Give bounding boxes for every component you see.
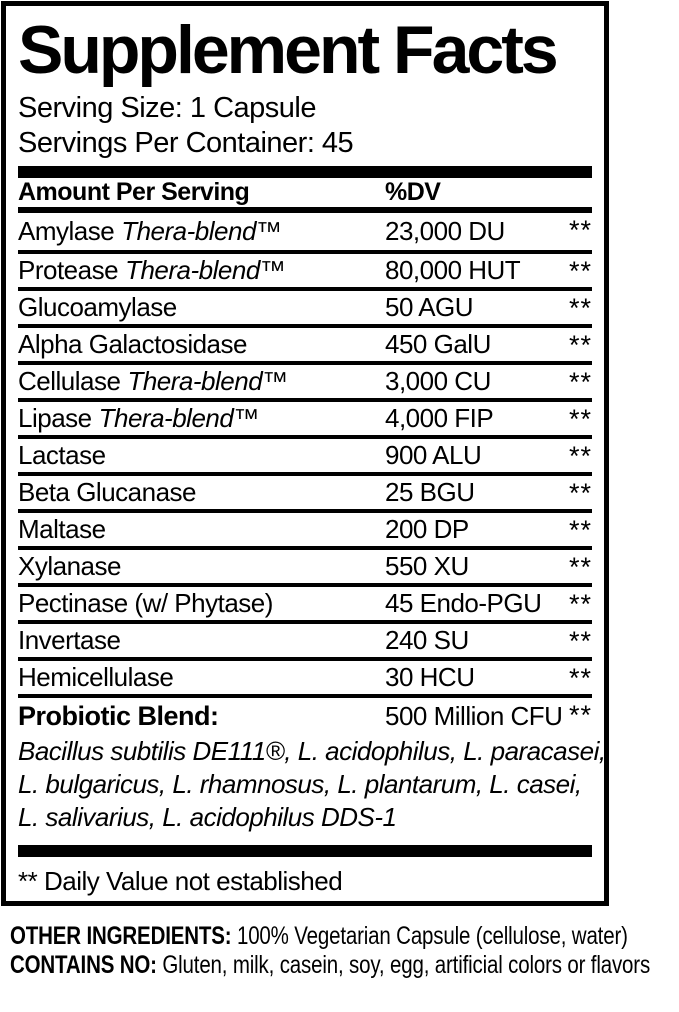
probiotic-blend-section bbox=[18, 694, 606, 843]
ingredient-amount: 30 HCU bbox=[385, 662, 475, 692]
ingredient-dv: ** bbox=[568, 293, 592, 323]
ingredient-amount: 80,000 HUT bbox=[385, 255, 521, 285]
supplement-facts-panel bbox=[1, 1, 609, 906]
other-ingredients-label: OTHER INGREDIENTS: bbox=[10, 922, 232, 950]
table-row bbox=[18, 583, 592, 620]
other-ingredients-text: 100% Vegetarian Capsule (cellulose, water) bbox=[236, 922, 628, 950]
ingredient-name: Pectinase (w/ Phytase) bbox=[18, 588, 273, 618]
ingredient-amount: 4,000 FIP bbox=[385, 403, 494, 433]
ingredient-name: Alpha Galactosidase bbox=[18, 329, 247, 359]
ingredient-dv: ** bbox=[568, 515, 592, 545]
table-header-row bbox=[18, 178, 592, 213]
ingredient-name: Lipase bbox=[18, 403, 92, 433]
table-row bbox=[18, 472, 592, 509]
ingredient-name-cell bbox=[18, 625, 385, 656]
probiotic-strain-list bbox=[18, 735, 606, 843]
ingredient-dv: ** bbox=[568, 663, 592, 693]
ingredient-name-cell bbox=[18, 588, 385, 619]
ingredient-amount: 900 ALU bbox=[385, 440, 482, 470]
ingredient-name-cell bbox=[18, 255, 385, 286]
ingredient-dv: ** bbox=[568, 589, 592, 619]
ingredient-dv: ** bbox=[568, 215, 592, 245]
probiotic-strain-line: L. salivarius, L. acidophilus DDS-1 bbox=[18, 802, 397, 832]
ingredient-name-cell bbox=[18, 662, 385, 693]
serving-size: Serving Size: 1 Capsule bbox=[18, 92, 316, 124]
panel-title: Supplement Facts bbox=[18, 12, 556, 88]
probiotic-blend-row bbox=[18, 698, 592, 735]
ingredient-name: Maltase bbox=[18, 514, 106, 544]
table-row bbox=[18, 213, 592, 250]
ingredient-name-cell bbox=[18, 477, 385, 508]
contains-no-line bbox=[10, 951, 679, 980]
table-row bbox=[18, 620, 592, 657]
other-information bbox=[10, 922, 679, 980]
table-row bbox=[18, 435, 592, 472]
ingredient-name: Beta Glucanase bbox=[18, 477, 197, 507]
ingredient-amount: 45 Endo-PGU bbox=[385, 588, 542, 618]
ingredient-table bbox=[18, 213, 592, 694]
ingredient-dv: ** bbox=[568, 367, 592, 397]
ingredient-brand: Thera-blend™ bbox=[127, 366, 288, 396]
ingredient-name-cell bbox=[18, 440, 385, 471]
table-row bbox=[18, 398, 592, 435]
table-row bbox=[18, 546, 592, 583]
table-row bbox=[18, 287, 592, 324]
ingredient-amount: 550 XU bbox=[385, 551, 469, 581]
ingredient-name-cell bbox=[18, 366, 385, 397]
table-row bbox=[18, 509, 592, 546]
ingredient-amount: 3,000 CU bbox=[385, 366, 491, 396]
ingredient-name: Amylase bbox=[18, 216, 115, 246]
probiotic-blend-amount: 500 Million CFU bbox=[385, 701, 563, 731]
ingredient-brand: Thera-blend™ bbox=[125, 255, 286, 285]
ingredient-name: Protease bbox=[18, 255, 119, 285]
ingredient-amount: 25 BGU bbox=[385, 477, 475, 507]
daily-value-footnote: ** Daily Value not established bbox=[18, 866, 343, 896]
ingredient-amount: 200 DP bbox=[385, 514, 469, 544]
ingredient-dv: ** bbox=[568, 441, 592, 471]
ingredient-dv: ** bbox=[568, 256, 592, 286]
ingredient-name-cell bbox=[18, 329, 385, 360]
ingredient-amount: 450 GalU bbox=[385, 329, 491, 359]
ingredient-name: Lactase bbox=[18, 440, 106, 470]
ingredient-dv: ** bbox=[568, 626, 592, 656]
ingredient-brand: Thera-blend™ bbox=[98, 403, 259, 433]
ingredient-name-cell bbox=[18, 403, 385, 434]
ingredient-name-cell bbox=[18, 216, 385, 247]
ingredient-dv: ** bbox=[568, 552, 592, 582]
probiotic-strain-line: L. bulgaricus, L. rhamnosus, L. plantarum, L. casei, bbox=[18, 769, 582, 799]
table-row bbox=[18, 657, 592, 694]
ingredient-name: Hemicellulase bbox=[18, 662, 174, 692]
ingredient-name: Glucoamylase bbox=[18, 292, 177, 322]
table-row bbox=[18, 324, 592, 361]
ingredient-amount: 50 AGU bbox=[385, 292, 474, 322]
divider-bar-top bbox=[18, 166, 592, 178]
ingredient-dv: ** bbox=[568, 330, 592, 360]
divider-bar-bottom bbox=[18, 845, 592, 857]
ingredient-brand: Thera-blend™ bbox=[121, 216, 282, 246]
other-ingredients-line bbox=[10, 922, 679, 951]
ingredient-name-cell bbox=[18, 551, 385, 582]
probiotic-strain-line: Bacillus subtilis DE111®, L. acidophilus, L. paracasei, bbox=[18, 736, 606, 766]
table-row bbox=[18, 250, 592, 287]
table-row bbox=[18, 361, 592, 398]
dv-header: %DV bbox=[385, 178, 441, 206]
ingredient-name-cell bbox=[18, 292, 385, 323]
contains-no-text: Gluten, milk, casein, soy, egg, artificial colors or flavors bbox=[162, 951, 651, 979]
ingredient-dv: ** bbox=[568, 478, 592, 508]
probiotic-blend-dv: ** bbox=[568, 700, 592, 730]
probiotic-blend-name: Probiotic Blend: bbox=[18, 701, 219, 731]
ingredient-name: Cellulase bbox=[18, 366, 121, 396]
ingredient-amount: 23,000 DU bbox=[385, 216, 505, 246]
ingredient-name: Invertase bbox=[18, 625, 121, 655]
amount-per-serving-header: Amount Per Serving bbox=[18, 178, 250, 206]
servings-per-container: Servings Per Container: 45 bbox=[18, 127, 354, 159]
contains-no-label: CONTAINS NO: bbox=[10, 951, 157, 979]
ingredient-dv: ** bbox=[568, 404, 592, 434]
ingredient-amount: 240 SU bbox=[385, 625, 469, 655]
ingredient-name: Xylanase bbox=[18, 551, 121, 581]
ingredient-name-cell bbox=[18, 514, 385, 545]
